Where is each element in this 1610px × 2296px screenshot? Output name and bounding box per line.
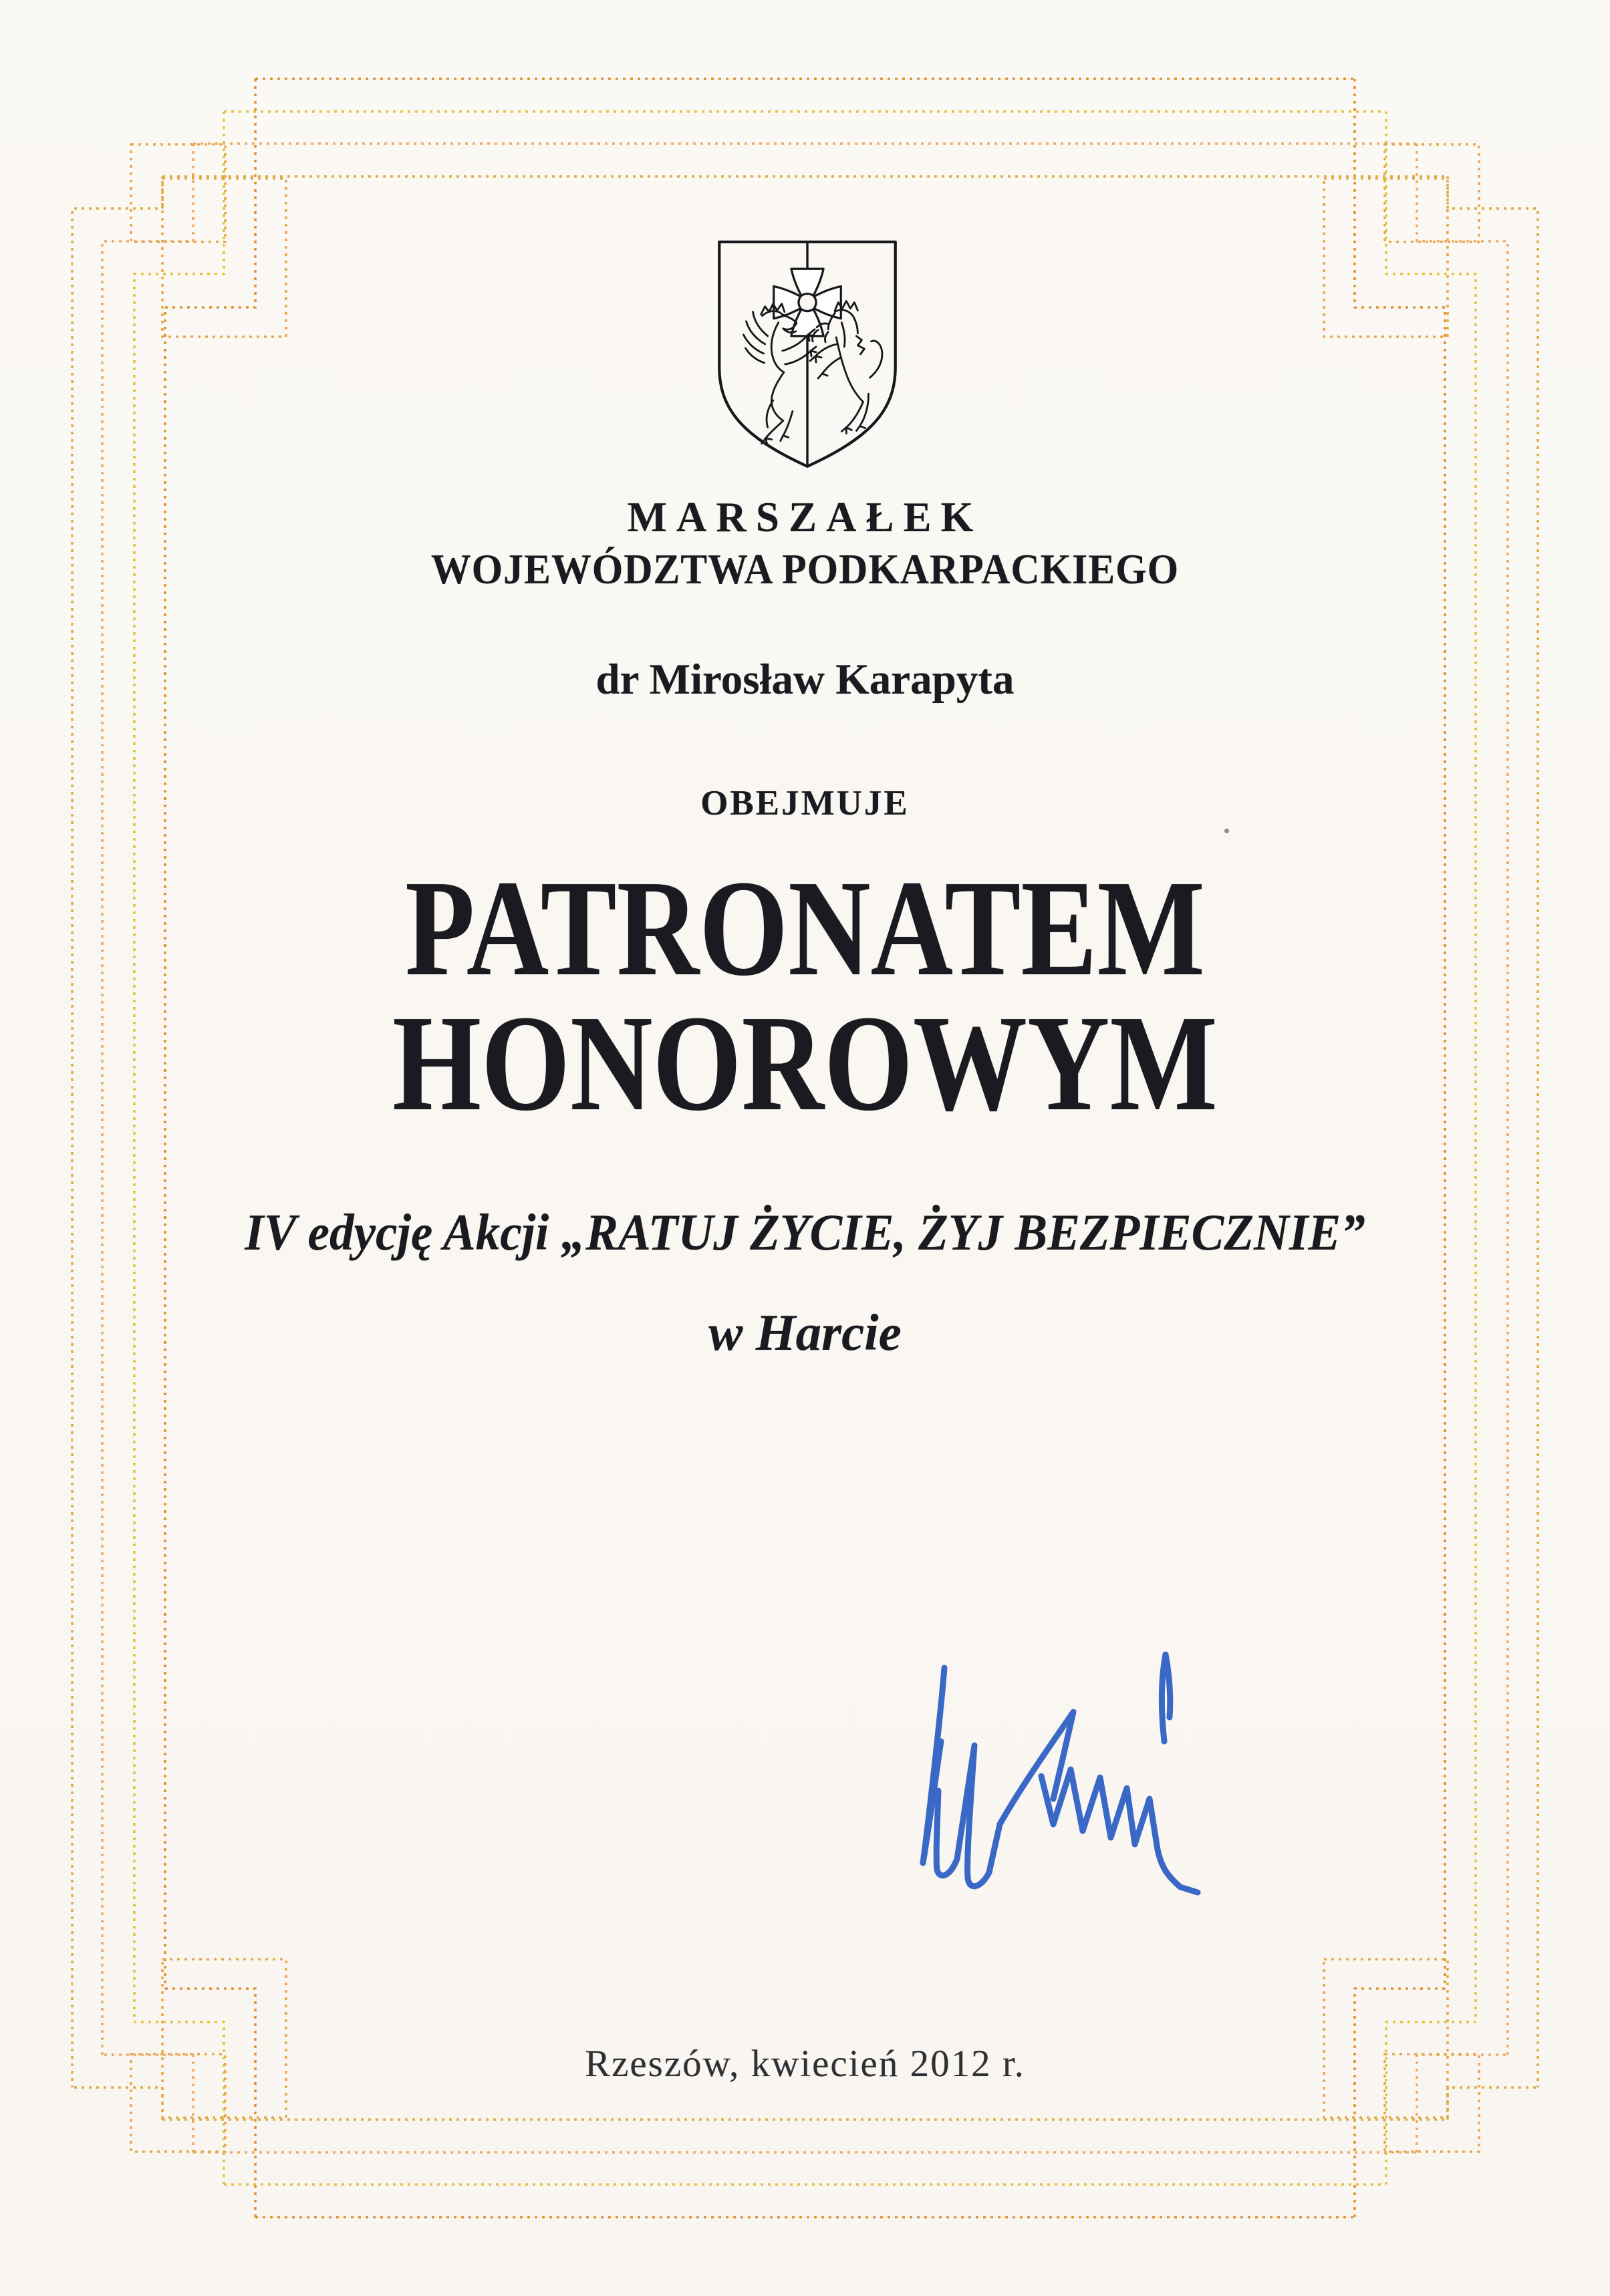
lion-icon bbox=[810, 301, 882, 434]
dateline: Rzeszów, kwiecień 2012 r. bbox=[585, 2043, 1025, 2085]
issuer-title-line1: MARSZAŁEK bbox=[627, 494, 983, 541]
issuer-name: dr Mirosław Karapyta bbox=[595, 656, 1015, 704]
subject-place: w Harcie bbox=[708, 1304, 902, 1361]
subject-line: IV edycję Akcji „RATUJ ŻYCIE, ŻYJ BEZPIECZNIE” bbox=[245, 1203, 1365, 1261]
issuer-title-line2: WOJEWÓDZTWA PODKARPACKIEGO bbox=[430, 546, 1180, 593]
cross-pattee-icon bbox=[774, 269, 841, 336]
coat-of-arms bbox=[703, 235, 912, 474]
main-title-line1: PATRONATEM bbox=[405, 851, 1205, 1004]
signature-scribble bbox=[869, 1624, 1243, 1918]
scan-speck bbox=[1224, 829, 1229, 833]
action-word: OBEJMUJE bbox=[700, 784, 910, 823]
main-title-line2: HONOROWYM bbox=[392, 986, 1218, 1139]
